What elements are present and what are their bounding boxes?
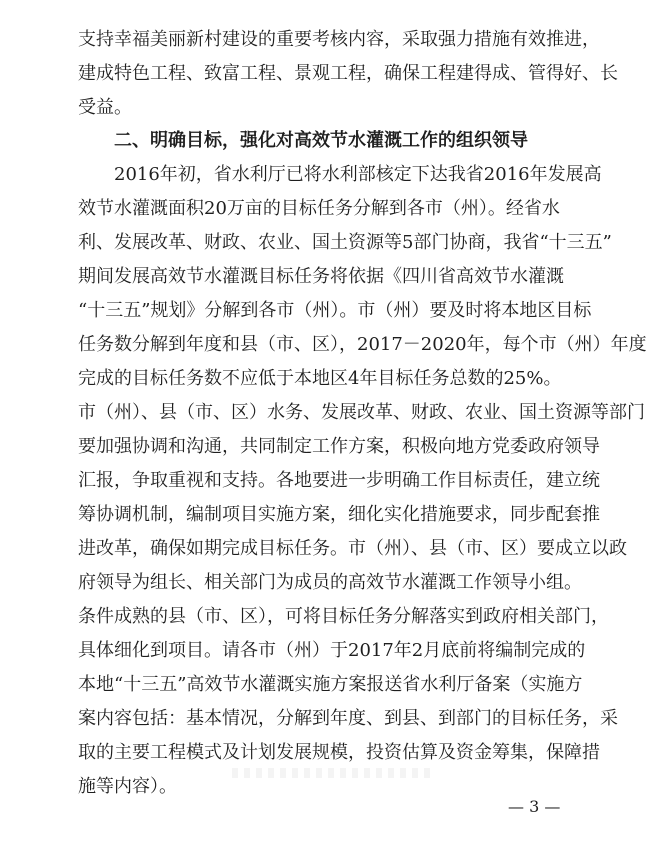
body-text-line-2: 建成特色工程、致富工程、景观工程，确保工程建得成、管得好、长: [78, 63, 618, 84]
body-text-line-17: 条件成熟的县（市、区），可将目标任务分解落实到政府相关部门，: [78, 606, 609, 627]
body-text-line-11: 市（州）、县（市、区）水务、发展改革、财政、农业、国土资源等部门: [78, 402, 645, 423]
body-text-line-19: 本地“十三五”高效节水灌溉实施方案报送省水利厅备案（实施方: [78, 674, 583, 695]
body-text-line-12: 要加强协调和沟通，共同制定工作方案，积极向地方党委政府领导: [78, 436, 600, 457]
section-heading: 二、明确目标，强化对高效节水灌溉工作的组织领导: [114, 130, 528, 151]
page-number: — 3 —: [508, 797, 561, 816]
body-text-line-7: 期间发展高效节水灌溉目标任务将依据《四川省高效节水灌溉: [78, 266, 564, 287]
body-text-line-13: 汇报，争取重视和支持。各地要进一步明确工作目标责任，建立统: [78, 470, 600, 491]
body-text-line-18: 具体细化到项目。请各市（州）于2017年2月底前将编制完成的: [78, 640, 586, 661]
body-text-line-21: 取的主要工程模式及计划发展规模，投资估算及资金筹集，保障措: [78, 742, 600, 763]
body-text-line-3: 受益。: [78, 97, 132, 118]
bleed-through-shadow: [232, 768, 432, 778]
body-text-line-22: 施等内容）。: [78, 776, 177, 797]
body-text-line-10: 完成的目标任务数不应低于本地区4年目标任务总数的25%。: [78, 368, 562, 389]
body-text-line-8: “十三五”规划》分解到各市（州）。市（州）要及时将本地区目标: [78, 300, 592, 321]
body-text-line-6: 利、发展改革、财政、农业、国土资源等5部门协商，我省“十三五”: [78, 232, 612, 253]
body-text-line-4: 2016年初，省水利厅已将水利部核定下达我省2016年发展高: [114, 164, 602, 185]
body-text-line-20: 案内容包括：基本情况，分解到年度、到县、到部门的目标任务，采: [78, 708, 618, 729]
body-text-line-5: 效节水灌溉面积20万亩的目标任务分解到各市（州）。经省水: [78, 198, 560, 219]
body-text-line-15: 进改革，确保如期完成目标任务。市（州）、县（市、区）要成立以政: [78, 538, 627, 559]
body-text-line-9: 任务数分解到年度和县（市、区），2017－2020年，每个市（州）年度: [78, 334, 647, 355]
body-text-line-14: 筹协调机制，编制项目实施方案，细化实化措施要求，同步配套推: [78, 504, 600, 525]
body-text-line-1: 支持幸福美丽新村建设的重要考核内容，采取强力措施有效推进，: [78, 29, 600, 50]
body-text-line-16: 府领导为组长、相关部门为成员的高效节水灌溉工作领导小组。: [78, 572, 582, 593]
